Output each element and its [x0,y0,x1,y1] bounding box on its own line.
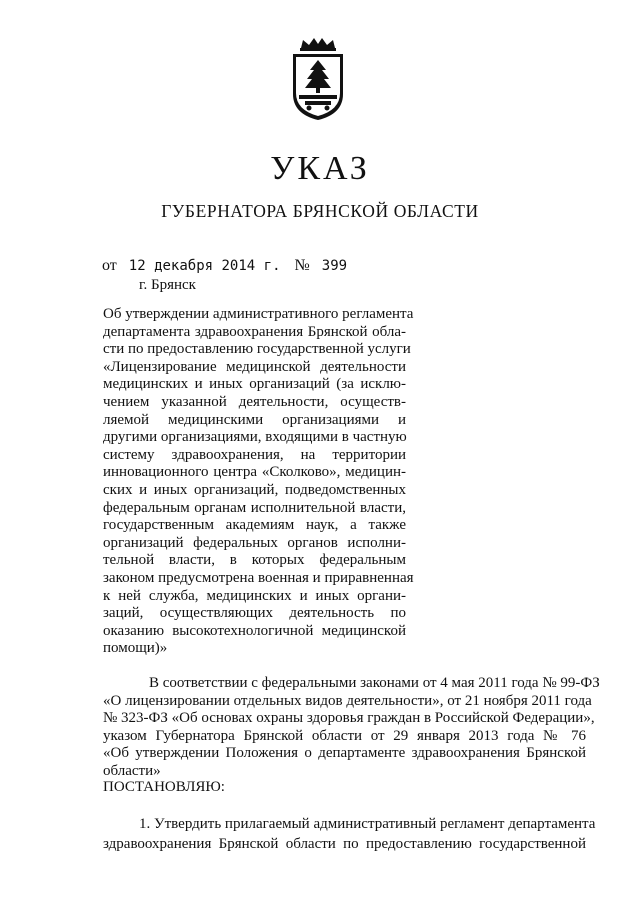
subject-line: тельной власти, в которых федеральным [103,552,406,569]
preamble-line: № 323-ФЗ «Об основах охраны здоровья граждан в Российской Федерации», [103,710,595,727]
item-line: здравоохранения Брянской области по предоставлению государственной [103,836,586,852]
number-sign: № [294,257,310,274]
subject-line: к ней служба, медицинских и иных органи- [103,587,406,604]
subject-line: ляемой медицинскими организациями и [103,411,406,428]
document-subtitle: ГУБЕРНАТОРА БРЯНСКОЙ ОБЛАСТИ [161,201,479,221]
preamble-line: указом Губернатора Брянской области от 29 января 2013 года № 76 [103,727,586,744]
decree-item-1 [103,814,596,854]
decree-word: ПОСТАНОВЛЯЮ: [103,779,225,795]
subject-line: заций, осуществляющих деятельность по [103,605,406,622]
subject-line: сти по предоставлению государственной услуги [103,341,411,358]
document-title: УКАЗ [270,150,370,187]
subject-line: государственным академиям наук, а также [103,517,406,534]
preamble-paragraph [103,675,600,781]
subject-line: федеральным органам исполнительной власти, [103,499,406,516]
subject-line: помощи)» [103,640,168,657]
subject-line: «Лицензирование медицинской деятельности [103,358,406,375]
subject-line: законом предусмотрена военная и приравненная [103,569,414,586]
decree-number: 399 [321,258,348,274]
preamble-line: «Об утверждении Положения о департаменте здравоохранения Брянской [103,745,586,762]
dateline-prefix: от [102,257,117,274]
subject-line: чением указанной деятельности, осуществ- [103,393,406,410]
subject-line: систему здравоохранения, на территории [103,446,406,463]
subject-line: Об утверждении административного регламента [103,306,414,322]
subject-line: медицинских и иных организаций (за исклю- [103,376,406,393]
preamble-line: «О лицензировании отдельных видов деятельности», от 21 ноября 2011 года [103,692,592,709]
decree-subject [103,306,414,658]
preamble-line: области» [103,762,161,779]
subject-line: инновационного центра «Сколково», медицин- [103,464,406,481]
subject-line: департамента здравоохранения Брянской обла- [103,323,406,340]
subject-line: организаций федеральных органов исполни- [103,534,406,551]
decree-city: г. Брянск [139,277,196,293]
subject-line: ских и иных организаций, подведомственных [103,481,406,498]
preamble-line: В соответствии с федеральными законами от 4 мая 2011 года № 99-ФЗ [149,675,600,691]
item-line: 1. Утвердить прилагаемый административный регламент департамента [139,816,596,832]
decree-date: 12 декабря 2014 г. [128,258,281,274]
coat-of-arms-icon [287,36,349,122]
subject-line: оказанию высокотехнологичной медицинской [103,622,406,639]
dateline [102,257,347,275]
subject-line: другими организациями, входящими в частную [103,429,407,446]
